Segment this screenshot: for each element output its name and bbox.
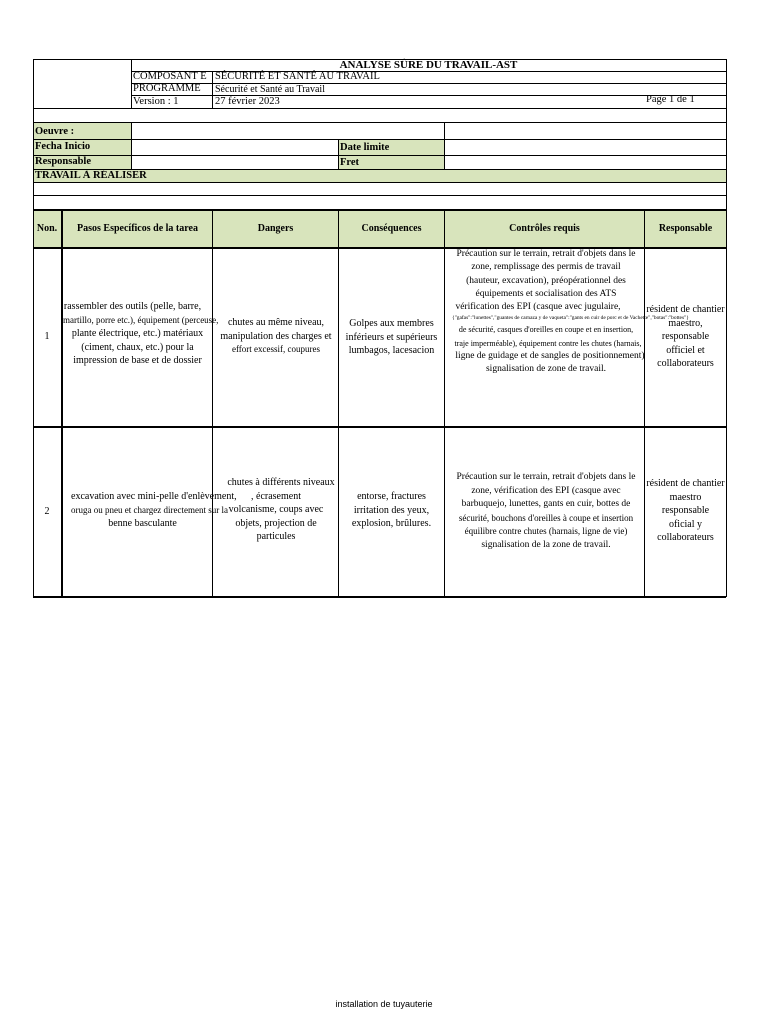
row2-dangers-line: volcanisme, coups avec <box>228 504 324 516</box>
travail-label: TRAVAIL À RÉALISER <box>35 170 147 181</box>
row1-controls-line: de sécurité, casques d'oreilles en coupe et en insertion, <box>458 325 634 335</box>
row2-consequences-line: irritation des yeux, <box>353 504 430 516</box>
row1-controls-line: ligne de guidage et de sangles de positionnement) <box>455 351 645 362</box>
row2-responsable-line: résident de chantier <box>646 478 725 489</box>
row2-controls-line: zone, vérification des EPI (casque avec <box>471 485 621 496</box>
row1-responsable-line: officiel et <box>666 344 705 356</box>
page-footer: installation de tuyauterie <box>335 999 433 1009</box>
row2-consequences <box>339 490 444 531</box>
responsable-label: Responsable <box>35 156 92 167</box>
version-label: Version : 1 <box>133 96 179 107</box>
row1-steps-line: rassembler des outils (pelle, barre, <box>63 301 202 312</box>
composant-value: SÉCURITÉ ET SANTÉ AU TRAVAIL <box>215 71 380 82</box>
row1-responsable-line: collaborateurs <box>657 358 714 370</box>
row1-controls-line: zone, remplissage des permis de travail <box>471 262 621 273</box>
row1-controls-line: traje imperméable), équipement contre les chutes (harnais, <box>454 338 642 348</box>
row2-dangers-line: particules <box>256 531 296 543</box>
row1-responsable-line: maestro, <box>668 317 703 329</box>
row1-consequences <box>339 317 444 358</box>
row2-steps-line: benne basculante <box>108 518 177 530</box>
composant-label: COMPOSANT E <box>133 71 207 82</box>
row1-steps-line: martillo, porre etc.), équipement (perceuse, <box>63 314 219 325</box>
row1-controls-line: équipements et socialisation des ATS <box>475 288 617 299</box>
header-consequences: Conséquences <box>361 223 422 234</box>
row2-consequences-line: entorse, fractures <box>357 491 426 502</box>
row2-controls-line: barbuquejo, lunettes, gants en cuir, bottes de <box>461 499 631 510</box>
row2-controls-line: signalisation de la zone de travail. <box>481 539 611 550</box>
row1-num: 1 <box>44 331 50 343</box>
row1-responsable-line: résident de chantier <box>646 304 725 315</box>
row2-dangers-line: , écrasement <box>251 490 301 502</box>
header-responsable: Responsable <box>658 223 713 234</box>
row2-responsable-line: responsable <box>661 505 710 517</box>
row1-controls-line: vérification des EPI (casque avec jugulaire, <box>455 302 621 313</box>
date-value: 27 février 2023 <box>215 96 280 107</box>
fecha-inicio-label: Fecha Inicio <box>35 141 91 152</box>
row2-controls-line: Précaution sur le terrain, retrait d'objets dans le <box>456 472 636 482</box>
programme-label: PROGRAMME <box>133 83 201 94</box>
row1-steps <box>63 300 219 368</box>
row1-dangers <box>214 316 338 357</box>
row1-steps-line: (ciment, chaux, etc.) pour la <box>81 341 194 353</box>
header-num: Non. <box>36 223 58 234</box>
row2-steps-line: excavation avec mini-pelle d'enlèvement, <box>71 491 237 502</box>
row1-controls-line: (hauteur, excavation), préopérationnel des <box>466 275 626 286</box>
row1-controls-line: signalisation de zone de travail. <box>485 364 607 375</box>
row2-controls <box>446 471 646 553</box>
row2-steps-line: oruga ou pneu et chargez directement sur la <box>71 504 229 515</box>
row2-controls-line: sécurité, bouchons d'oreilles à coupe et insertion <box>458 512 634 523</box>
row2-steps <box>63 490 237 531</box>
row2-responsable <box>645 477 726 545</box>
header-controls: Contrôles requis <box>509 223 580 234</box>
row2-consequences-line: explosion, brûlures. <box>351 518 432 530</box>
row1-responsable-line: responsable <box>661 331 710 343</box>
page-title: ANALYSE SÛRE DU TRAVAIL-AST <box>339 59 518 71</box>
row1-dangers-line: chutes au même niveau, <box>227 317 325 328</box>
row2-responsable-line: oficial y <box>668 518 703 530</box>
row2-dangers-line: objets, projection de <box>235 517 317 529</box>
row1-steps-line: plante électrique, etc.) matériaux <box>71 328 204 340</box>
row1-consequences-line: lumbagos, lacesacion <box>348 345 435 356</box>
header-dangers: Dangers <box>257 223 294 234</box>
row1-dangers-line: manipulation des charges et <box>220 330 332 342</box>
row2-controls-line: équilibre contre chutes (harnais, ligne de vie) <box>464 526 628 537</box>
fret-label: Fret <box>340 157 360 168</box>
row1-consequences-line: Golpes aux membres <box>349 318 434 329</box>
row2-dangers-line: chutes à différents niveaux <box>227 477 335 488</box>
row1-controls-line: {"gafas":"lunettes","guantes de carnaza y de vaqueta":"gants en cuir de porc et de Vachette","botas":"bottes"} <box>452 315 689 322</box>
row2-responsable-line: maestro <box>669 491 702 503</box>
row2-responsable-line: collaborateurs <box>657 532 714 544</box>
header-steps: Pasos Específicos de la tarea <box>77 223 198 234</box>
row1-consequences-line: inférieurs et supérieurs <box>345 331 438 343</box>
page-number: Page 1 de 1 <box>646 94 695 105</box>
programme-value: Sécurité et Santé au Travail <box>215 84 325 95</box>
date-limite-label: Date limite <box>340 142 390 153</box>
row1-controls-line: Précaution sur le terrain, retrait d'objets dans le <box>456 249 636 259</box>
row2-dangers <box>214 476 338 544</box>
row2-num: 2 <box>44 506 50 518</box>
oeuvre-label: Oeuvre : <box>35 126 75 137</box>
row1-steps-line: impression de base et de dossier <box>73 355 202 367</box>
row1-responsable <box>645 303 726 371</box>
row1-dangers-line: effort excessif, coupures <box>231 344 321 354</box>
